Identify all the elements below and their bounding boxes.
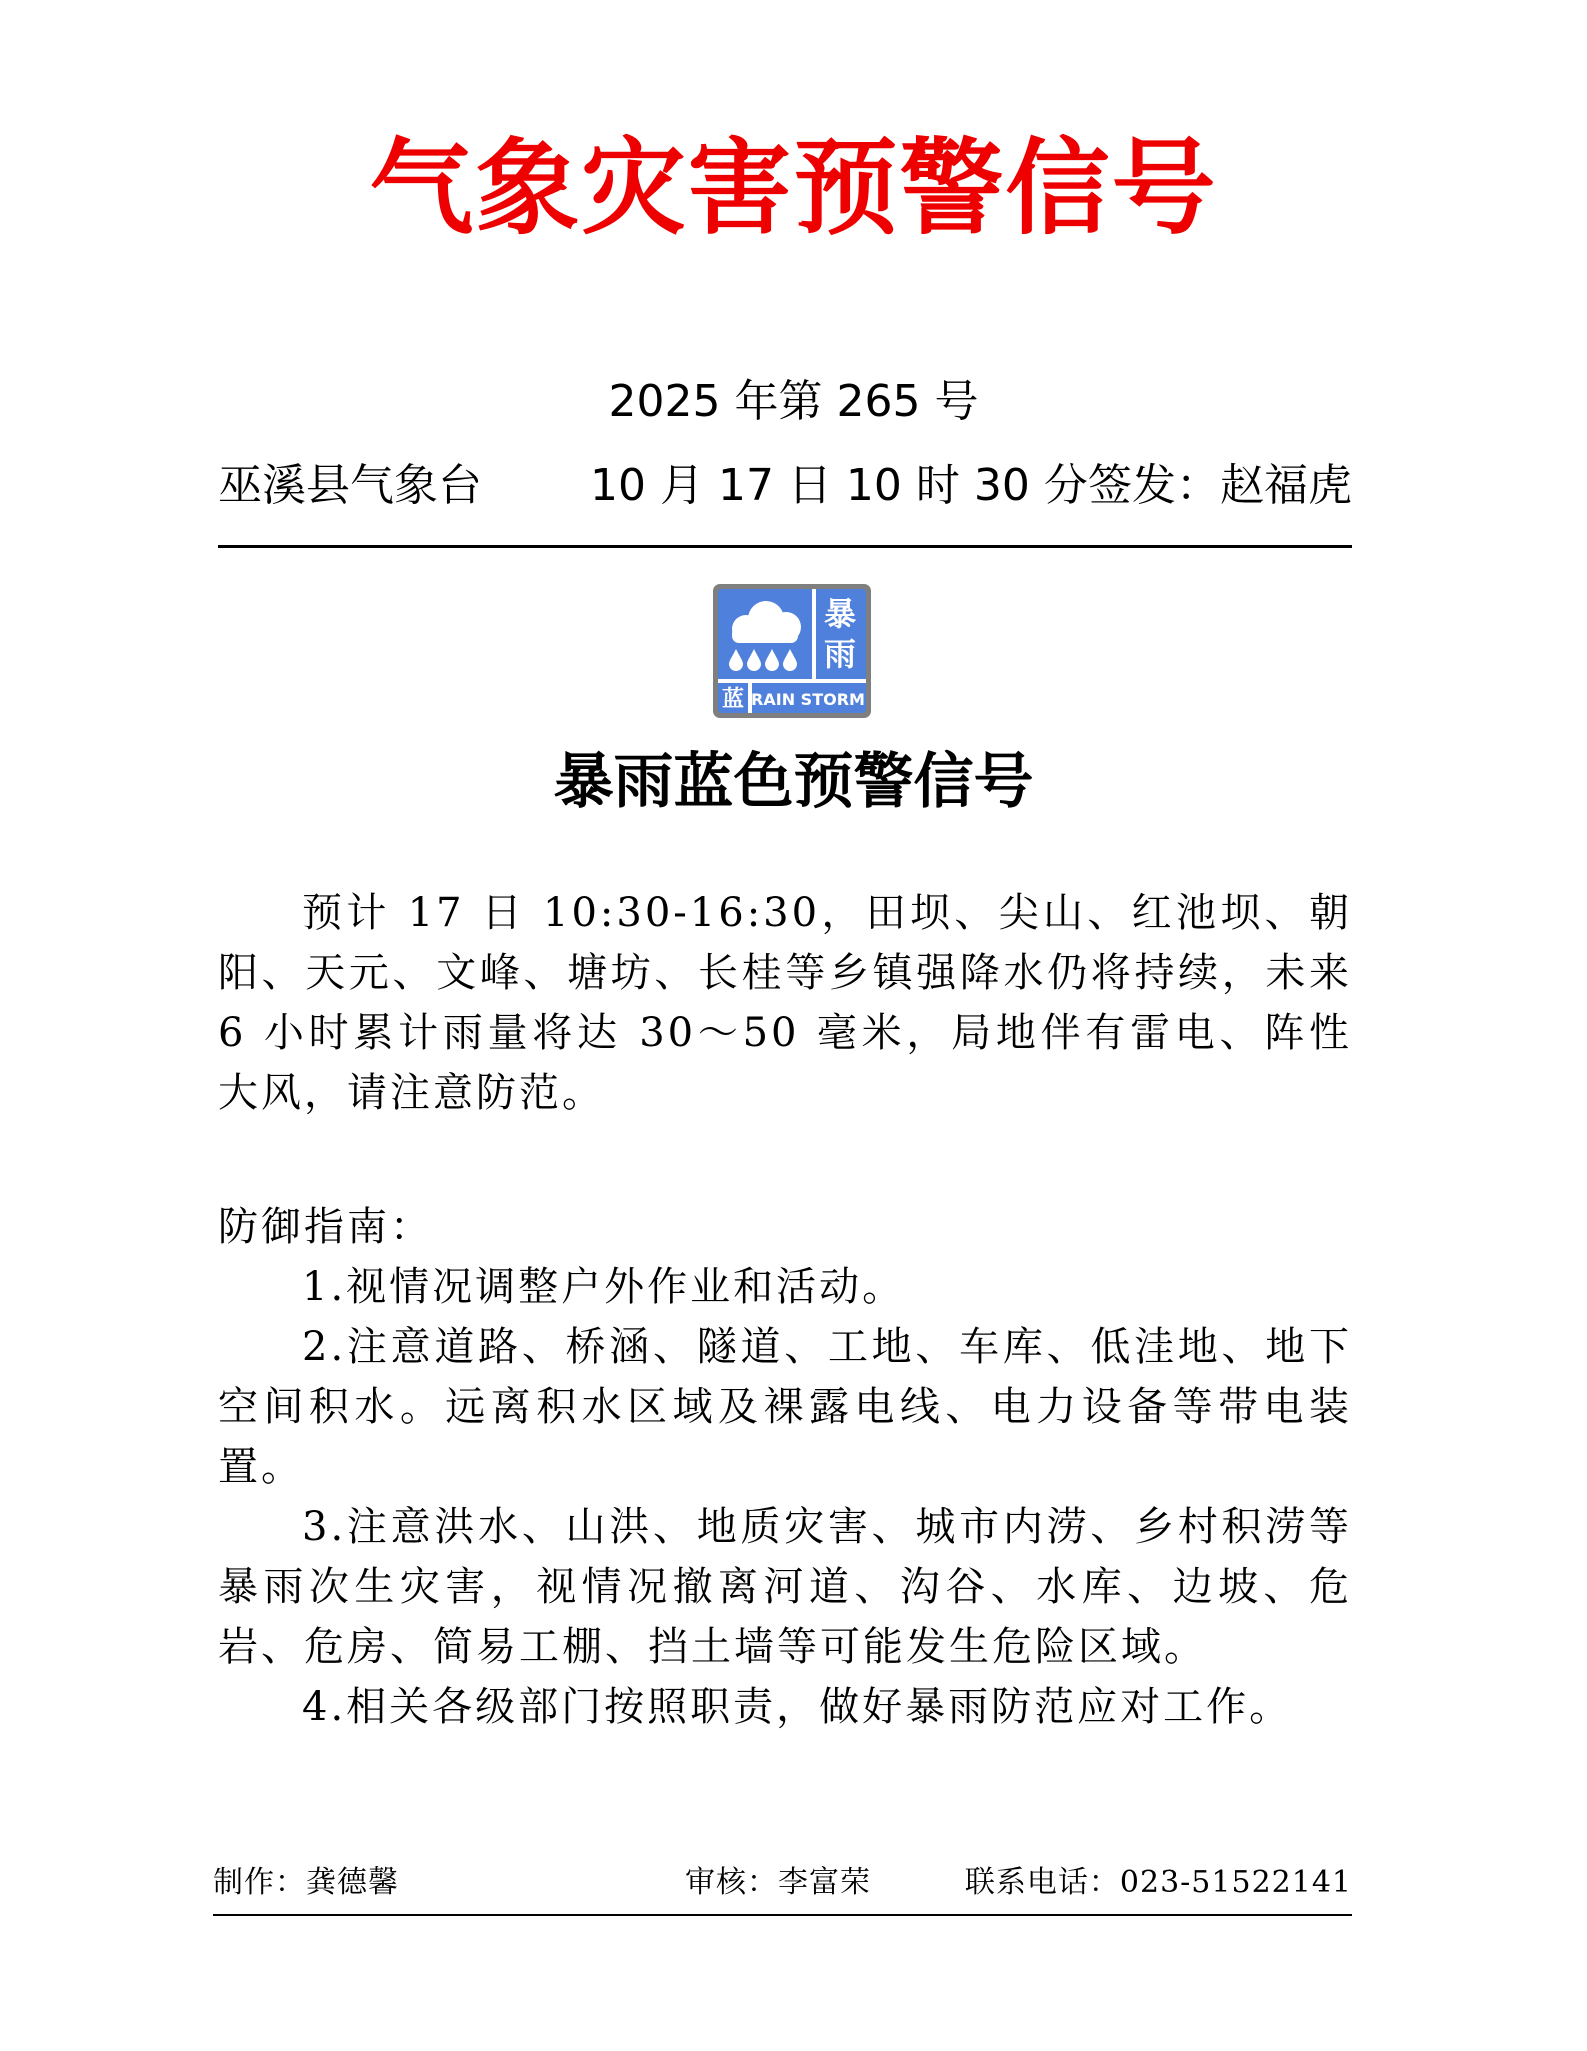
page-title: 气象灾害预警信号 [369, 126, 1218, 249]
issuer: 巫溪县气象台 [218, 460, 482, 511]
footer-row [213, 1860, 1352, 1906]
footer-divider [213, 1914, 1352, 1916]
issue-number: 2025 年第 265 号 [608, 376, 979, 427]
guide-item: 3.注意洪水、山洪、地质灾害、城市内涝、乡村积涝等暴雨次生灾害，视情况撤离河道、沟谷、水库、边坡、危岩、危房、简易工棚、挡土墙等可能发生危险区域。 [218, 1504, 1352, 1670]
signer: 签发：赵福虎 [1088, 460, 1352, 511]
guide-item: 4.相关各级部门按照职责，做好暴雨防范应对工作。 [302, 1684, 1293, 1730]
guide-item: 2.注意道路、桥涵、隧道、工地、车库、低洼地、地下空间积水。远离积水区域及裸露电线、电力设备等带电装置。 [218, 1324, 1352, 1490]
forecast-paragraph: 预计 17 日 10:30-16:30，田坝、尖山、红池坝、朝阳、天元、文峰、塘坊、长桂等乡镇强降水仍将持续，未来 6 小时累计雨量将达 30～50 毫米，局地伴有雷电、阵性大风，请注意防范。 [218, 890, 1352, 1116]
header-divider [218, 545, 1352, 548]
guide-heading: 防御指南： [218, 1204, 433, 1250]
footer-reviewer: 审核：李富荣 [685, 1865, 871, 1900]
guide-list [218, 1257, 1352, 1737]
issue-time: 10 月 17 日 10 时 30 分 [590, 460, 1088, 511]
signal-name: 暴雨蓝色预警信号 [553, 747, 1034, 817]
rainstorm-blue-signal-icon [712, 583, 872, 719]
footer-phone: 联系电话：023-51522141 [964, 1865, 1352, 1900]
signal-icon-char-bottom: 雨 [823, 635, 857, 673]
signal-icon-caption: RAIN STORM [751, 690, 865, 709]
issue-meta-row [218, 456, 1352, 516]
footer-maker: 制作：龚德馨 [213, 1865, 399, 1900]
guide-item: 1.视情况调整户外作业和活动。 [302, 1264, 906, 1310]
signal-icon-char-top: 暴 [823, 595, 857, 633]
signal-icon-level-char: 蓝 [721, 687, 745, 712]
